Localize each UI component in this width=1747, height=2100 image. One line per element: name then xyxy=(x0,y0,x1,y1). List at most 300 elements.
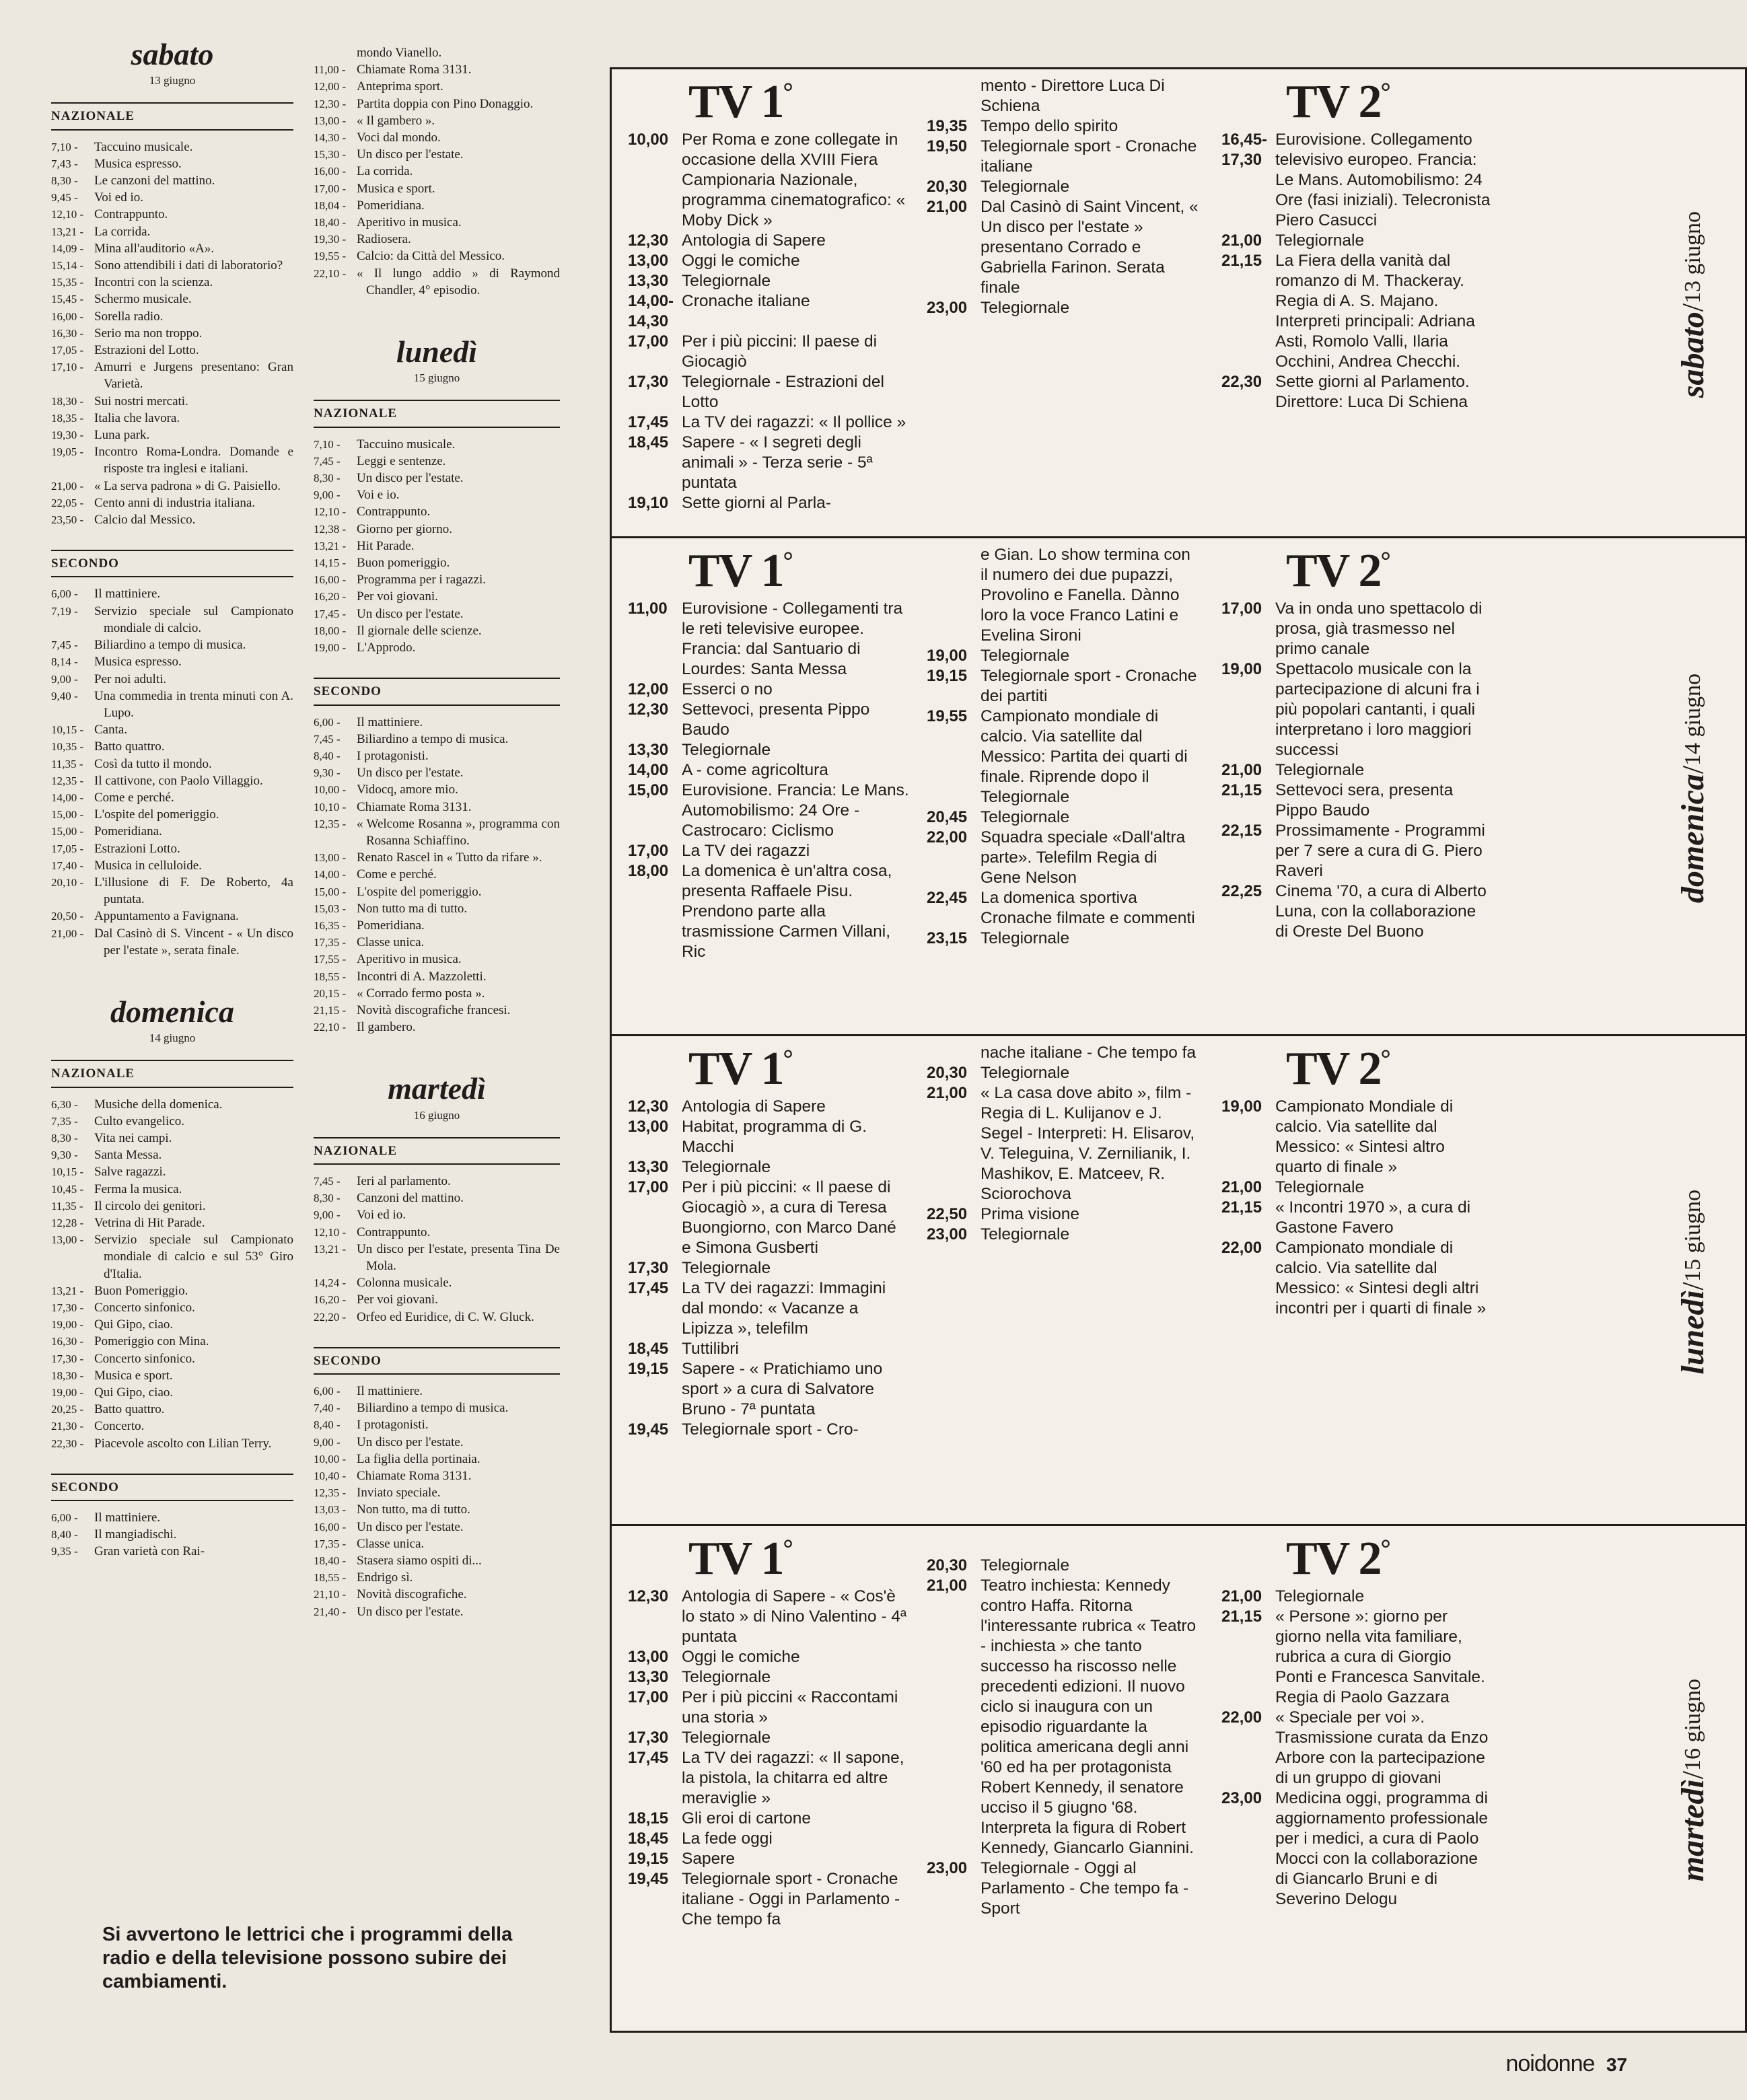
tv-program-row xyxy=(628,841,909,861)
program-time: 16,00 - xyxy=(314,573,347,587)
program-desc: Sui nostri mercati. xyxy=(94,394,188,408)
program-desc: « Welcome Rosanna », programma con Rosanna Schiaffino. xyxy=(357,816,560,848)
program-desc: Hit Parade. xyxy=(357,538,415,553)
program-desc: Un disco per l'estate. xyxy=(357,606,464,621)
vertical-day-label xyxy=(1652,1056,1733,1508)
program-time: 12,35 - xyxy=(314,1486,347,1500)
program-desc: Anteprima sport. xyxy=(357,79,443,94)
tv1-column xyxy=(628,545,909,962)
tv-program-time: 13,00 xyxy=(628,1118,669,1136)
tv-program-time: 17,45 xyxy=(628,413,669,431)
tv-program-time xyxy=(927,1043,981,1063)
tv-program-desc: « Persone »: giorno per giorno nella vita familiare, rubrica a cura di Giorgio Ponti e Francesca Sanvitale. Regia di Paolo Gazzara xyxy=(1275,1607,1485,1706)
tv-program-time: 13,30 xyxy=(628,1158,669,1176)
program-time: 14,30 - xyxy=(314,131,347,145)
program-desc: Partita doppia con Pino Donaggio. xyxy=(357,96,534,111)
program-time: 17,45 - xyxy=(314,607,347,620)
program-time: 9,45 - xyxy=(51,191,78,205)
tv-program-time: 21,00 xyxy=(927,1084,968,1102)
tv-program-row xyxy=(927,707,1201,807)
magazine-name: noidonne xyxy=(1505,2051,1595,2076)
section-title: NAZIONALE xyxy=(314,406,398,421)
tv-program-row xyxy=(927,807,1201,828)
tv-program-time: 21,15 xyxy=(1221,1607,1262,1626)
program-row xyxy=(314,883,560,900)
tv-program-time: 22,50 xyxy=(927,1205,968,1223)
tv-program-row xyxy=(927,828,1201,888)
program-row xyxy=(314,968,560,985)
tv-program-desc: Per Roma e zone collegate in occasione della XVIII Fiera Campionaria Nazionale, programma cinematografico: « Moby Dick » xyxy=(682,131,906,229)
tv-program-time: 12,30 xyxy=(628,231,669,250)
program-desc: Classe unica. xyxy=(357,935,425,950)
program-desc: Il mattiniere. xyxy=(94,1511,161,1525)
program-desc: Il cattivone, con Paolo Villaggio. xyxy=(94,773,263,788)
tv1-column xyxy=(628,1043,909,1440)
tv-program-time: 15,00 xyxy=(628,781,669,799)
program-desc: Buon Pomeriggio. xyxy=(94,1283,188,1298)
program-row xyxy=(314,1416,560,1433)
tv-program-desc: Sapere - « Pratichiamo uno sport » a cura di Salvatore Bruno - 7ª puntata xyxy=(682,1360,883,1418)
program-desc: Mina all'auditorio «A». xyxy=(94,241,215,256)
program-row xyxy=(314,1241,560,1274)
tv-logo xyxy=(1286,1535,1491,1583)
vertical-slash: / xyxy=(1676,765,1709,774)
tv-program-desc: « La casa dove abito », film - Regia di L. Kulijanov e J. Segel - Interpreti: H. Elisarov, V. Teleguina, V. Zernilianik, I. Mashikov, E. Matceev, R. Sciorochova xyxy=(981,1084,1195,1203)
program-desc: Schermo musicale. xyxy=(94,292,192,307)
day-title: domenica xyxy=(110,994,234,1029)
program-time: 23,50 - xyxy=(51,513,84,527)
tv-program-time: 23,00 xyxy=(1221,1789,1262,1807)
tv-program-time: 16,45-17,30 xyxy=(1221,131,1268,169)
tv-program-row xyxy=(628,1420,909,1440)
program-desc: Cento anni di industria italiana. xyxy=(94,495,256,510)
program-desc: Chiamate Roma 3131. xyxy=(357,63,472,77)
tv-program-desc: Telegiornale xyxy=(1275,1587,1365,1605)
program-row xyxy=(314,606,560,622)
program-desc: Buon pomeriggio. xyxy=(357,556,450,571)
program-row xyxy=(51,172,293,189)
program-desc: Un disco per l'estate. xyxy=(357,1519,464,1534)
program-desc: Biliardino a tempo di musica. xyxy=(357,731,509,746)
tv-program-desc: Oggi le comiche xyxy=(682,1648,800,1666)
program-desc: I protagonisti. xyxy=(357,1418,429,1433)
section-rule xyxy=(51,1474,293,1475)
tv-program-time: 17,45 xyxy=(628,1279,669,1297)
program-time: 12,30 - xyxy=(314,97,347,110)
program-time: 22,10 - xyxy=(314,1021,347,1034)
tv-program-row xyxy=(628,1667,909,1688)
program-row xyxy=(314,96,560,112)
program-row xyxy=(51,721,293,738)
vertical-day-label xyxy=(1652,1546,1733,2015)
program-row xyxy=(51,511,293,528)
program-row xyxy=(314,1190,560,1206)
tv-program-row xyxy=(628,1688,909,1728)
program-row xyxy=(51,823,293,840)
tv-program-time: 11,00 xyxy=(628,600,668,618)
section-title: SECONDO xyxy=(51,556,119,571)
program-row xyxy=(51,1147,293,1163)
tv-program-row xyxy=(628,372,909,412)
tv-program-desc: Per i più piccini: Il paese di Giocagiò xyxy=(682,332,878,371)
tv-program-desc: Oggi le comiche xyxy=(682,252,800,270)
program-row xyxy=(314,453,560,470)
tv-day-box xyxy=(610,67,1747,538)
tv-program-desc: La TV dei ragazzi: « Il pollice » xyxy=(682,413,906,431)
program-desc: Per noi adulti. xyxy=(94,672,167,686)
tv-program-time xyxy=(927,76,981,116)
program-desc: Voi e io. xyxy=(357,488,400,503)
program-row xyxy=(314,781,560,798)
tv-program-row xyxy=(1221,1788,1491,1910)
tv-program-desc: Telegiornale xyxy=(682,741,771,759)
program-time: 13,00 - xyxy=(314,851,347,865)
program-time: 18,55 - xyxy=(314,970,347,983)
tv-program-desc: Prima visione xyxy=(981,1205,1080,1223)
program-row xyxy=(51,223,293,240)
program-row xyxy=(314,1173,560,1190)
program-desc: Contrappunto. xyxy=(357,1225,431,1239)
notice-text: Si avvertono le lettrici che i programmi della radio e della televisione possono subire dei cambiamenti. xyxy=(102,1924,513,1992)
tv-program-desc: Telegiornale xyxy=(981,1556,1070,1574)
tv-program-row xyxy=(927,929,1201,949)
tv-program-time: 22,00 xyxy=(927,828,968,846)
tv-program-time xyxy=(927,545,981,646)
tv-program-time: 19,00 xyxy=(1221,1097,1262,1116)
program-time: 20,15 - xyxy=(314,986,347,1000)
program-desc: Pomeridiana. xyxy=(357,918,425,933)
tv-program-row xyxy=(927,137,1201,177)
program-list xyxy=(51,1509,293,1560)
tv-program-desc: Eurovisione - Collegamenti tra le reti televisive europee. Francia: dal Santuario di Lourdes: Santa Messa xyxy=(682,600,903,678)
program-desc: Giorno per giorno. xyxy=(357,521,452,536)
program-desc: Un disco per l'estate. xyxy=(357,1604,464,1619)
tv-program-time: 22,00 xyxy=(1221,1239,1262,1257)
program-row xyxy=(51,393,293,410)
tv-program-row xyxy=(628,271,909,291)
program-desc: Ieri al parlamento. xyxy=(357,1173,451,1188)
program-time: 12,38 - xyxy=(314,522,347,536)
vertical-text xyxy=(1674,1679,1711,1881)
program-desc: Novità discografiche. xyxy=(357,1587,467,1602)
vertical-text xyxy=(1674,211,1711,398)
program-desc: Appuntamento a Favignana. xyxy=(94,909,239,924)
program-row xyxy=(314,1468,560,1484)
program-row xyxy=(314,1309,560,1326)
tv-program-time: 19,00 xyxy=(927,647,968,665)
tv-program-row xyxy=(1221,599,1491,659)
program-row xyxy=(51,874,293,908)
program-time: 9,35 - xyxy=(51,1545,78,1558)
program-time: 10,00 - xyxy=(314,783,347,797)
program-desc: mondo Vianello. xyxy=(357,46,442,60)
vertical-day-label xyxy=(1652,558,1733,1018)
tv-program-desc: La Fiera della vanità dal romanzo di M. Thackeray. Regia di A. S. Majano. Interpreti principali: Adriana Asti, Romolo Valli, Ilaria Occhini, Andrea Checchi. xyxy=(1275,252,1475,371)
program-desc: Voi ed io. xyxy=(357,1208,406,1223)
program-desc: Endrigo sì. xyxy=(357,1570,413,1585)
program-time: 6,30 - xyxy=(51,1097,78,1111)
day-title: sabato xyxy=(131,37,214,71)
program-time: 12,10 - xyxy=(314,505,347,519)
program-time: 8,30 - xyxy=(51,174,78,188)
program-row xyxy=(51,274,293,291)
tv-logo-text: TV 2 xyxy=(1286,545,1381,597)
program-row xyxy=(51,840,293,857)
program-desc: « Corrado fermo posta ». xyxy=(357,986,485,1001)
tv-program-desc: Campionato Mondiale di calcio. Via satellite dal Messico: « Sintesi altro quarto di finale » xyxy=(1275,1097,1454,1176)
tv-day-box xyxy=(610,536,1747,1036)
program-row xyxy=(51,206,293,223)
tv-program-row xyxy=(628,1359,909,1420)
program-row xyxy=(51,1418,293,1435)
program-desc: « La serva padrona » di G. Paisiello. xyxy=(94,478,281,493)
program-desc: Inviato speciale. xyxy=(357,1486,441,1500)
tv-program-desc: Telegiornale sport - Cronache dei partiti xyxy=(981,667,1197,705)
tv-program-row xyxy=(1221,231,1491,251)
program-row xyxy=(51,325,293,342)
tv-program-row xyxy=(628,1258,909,1278)
tv-logo xyxy=(688,76,909,128)
tv-program-row xyxy=(628,433,909,493)
tv-program-time: 13,00 xyxy=(628,252,669,270)
page-footer xyxy=(1505,2051,1627,2077)
tv-program-desc: Telegiornale xyxy=(981,299,1070,317)
tv-program-row xyxy=(1221,821,1491,881)
tv-program-time: 21,15 xyxy=(1221,781,1262,799)
program-time: 15,00 - xyxy=(51,825,84,838)
section-gap xyxy=(51,959,293,980)
program-desc: La corrida. xyxy=(94,224,151,239)
program-time: 16,30 - xyxy=(51,1335,84,1348)
program-row xyxy=(314,799,560,816)
program-desc: Orfeo ed Euridice, di C. W. Gluck. xyxy=(357,1309,534,1324)
tv-program-time: 19,55 xyxy=(927,707,968,725)
tv-program-desc: Settevoci, presenta Pippo Baudo xyxy=(682,700,870,739)
tv2-column xyxy=(1221,76,1491,412)
program-time: 19,00 - xyxy=(51,1318,84,1332)
tv-program-row xyxy=(628,781,909,841)
tv-program-desc: Va in onda uno spettacolo di prosa, già trasmesso nel primo canale xyxy=(1275,600,1483,658)
program-time: 6,00 - xyxy=(51,587,78,601)
program-row xyxy=(51,653,293,670)
tv-program-desc: Cinema '70, a cura di Alberto Luna, con la collaborazione di Oreste Del Buono xyxy=(1275,882,1487,941)
tv-program-time: 22,15 xyxy=(1221,822,1262,840)
tv-program-time: 19,45 xyxy=(628,1420,669,1439)
program-row xyxy=(314,900,560,917)
vertical-day-label xyxy=(1652,89,1733,520)
program-desc: Incontri di A. Mazzoletti. xyxy=(357,969,487,984)
tv-program-time: 14,00-14,30 xyxy=(628,292,674,330)
tv-program-row xyxy=(628,740,909,760)
program-time: 20,25 - xyxy=(51,1403,84,1416)
program-time: 21,10 - xyxy=(314,1588,347,1601)
tv-program-row xyxy=(1221,130,1491,231)
program-time: 8,40 - xyxy=(314,749,341,762)
program-row xyxy=(51,1350,293,1367)
tv-logo-degree: ° xyxy=(1380,1045,1390,1073)
tv-program-row xyxy=(927,888,1201,929)
program-time: 15,03 - xyxy=(314,902,347,915)
tv-logo-text: TV 2 xyxy=(1286,76,1381,128)
program-time: 15,30 - xyxy=(314,148,347,161)
program-row xyxy=(51,427,293,443)
tv-program-desc: La TV dei ragazzi: « Il sapone, la pistola, la chitarra ed altre meraviglie » xyxy=(682,1749,904,1807)
program-time: 15,35 - xyxy=(51,276,84,289)
tv-logo xyxy=(1286,76,1491,128)
vertical-slash: / xyxy=(1676,303,1709,312)
tv-program-row xyxy=(628,412,909,433)
program-desc: Qui Gipo, ciao. xyxy=(94,1385,174,1400)
program-desc: Renato Rascel in « Tutto da rifare ». xyxy=(357,850,542,865)
program-list xyxy=(314,436,560,657)
vertical-date: 16 giugno xyxy=(1680,1679,1705,1772)
program-time: 12,10 - xyxy=(51,208,84,221)
tv-program-time: 22,30 xyxy=(1221,373,1262,391)
section-rule xyxy=(51,1060,293,1061)
program-desc: Calcio: da Città del Messico. xyxy=(357,249,505,264)
program-row xyxy=(314,1451,560,1468)
program-row xyxy=(51,359,293,392)
program-time: 15,00 - xyxy=(314,885,347,898)
program-time: 9,00 - xyxy=(314,488,341,502)
program-desc: Taccuino musicale. xyxy=(94,139,193,154)
tv-program-desc: Squadra speciale «Dall'altra parte». Telefilm Regia di Gene Nelson xyxy=(981,828,1186,887)
day-date: 15 giugno xyxy=(413,371,460,385)
tv-program-row xyxy=(1221,1708,1491,1788)
program-row xyxy=(314,714,560,731)
program-time: 17,05 - xyxy=(51,344,84,357)
program-row xyxy=(51,342,293,359)
tv-program-time: 14,00 xyxy=(628,761,669,779)
program-time: 15,00 - xyxy=(51,808,84,822)
program-time: 7,35 - xyxy=(51,1114,78,1128)
tv-program-desc: Telegiornale xyxy=(682,1259,771,1277)
tv-program-time: 17,00 xyxy=(1221,600,1262,618)
program-desc: Calcio dal Messico. xyxy=(94,513,196,528)
program-desc: Classe unica. xyxy=(357,1536,425,1551)
tv-program-row xyxy=(628,231,909,251)
tv-program-desc: Telegiornale xyxy=(981,1225,1070,1243)
tv-program-desc: Telegiornale xyxy=(981,929,1070,947)
program-time: 19,55 - xyxy=(314,250,347,263)
program-time: 20,50 - xyxy=(51,910,84,923)
program-time: 10,40 - xyxy=(314,1470,347,1483)
program-desc: Servizio speciale sul Campionato mondiale di calcio e sul 53° Giro d'Italia. xyxy=(94,1233,293,1281)
tv-program-row xyxy=(628,1647,909,1667)
tv-program-row xyxy=(1221,881,1491,942)
program-list xyxy=(314,714,560,1036)
program-desc: Italia che lavora. xyxy=(94,410,180,425)
program-row xyxy=(314,231,560,248)
program-desc: Il circolo dei genitori. xyxy=(94,1198,206,1213)
tv-program-time: 13,30 xyxy=(628,1668,669,1686)
tv-program-time: 13,30 xyxy=(628,272,669,290)
tv-program-row xyxy=(927,1556,1201,1576)
program-desc: Musica in celluloide. xyxy=(94,858,202,873)
program-desc: Non tutto ma di tutto. xyxy=(357,901,468,916)
tv-program-row xyxy=(927,177,1201,197)
tv-program-desc: Telegiornale xyxy=(981,808,1070,826)
tv-program-time: 12,30 xyxy=(628,700,669,719)
tv-program-time: 18,45 xyxy=(628,1340,669,1358)
program-row xyxy=(51,1526,293,1543)
tv-program-time: 21,15 xyxy=(1221,1198,1262,1217)
tv-logo-degree: ° xyxy=(783,78,792,106)
program-time: 14,00 - xyxy=(314,868,347,881)
program-time: 11,00 - xyxy=(314,63,346,77)
tv-logo xyxy=(1286,545,1491,597)
program-desc: Una commedia in trenta minuti con A. Lupo. xyxy=(94,688,293,720)
tv-logo-degree: ° xyxy=(783,1535,792,1563)
day-title: martedì xyxy=(388,1071,486,1106)
program-row xyxy=(314,129,560,146)
program-time: 18,40 - xyxy=(314,1554,347,1568)
program-desc: Un disco per l'estate. xyxy=(357,147,464,162)
program-time: 7,19 - xyxy=(51,604,78,618)
program-row xyxy=(314,764,560,781)
tv-logo xyxy=(688,1535,909,1583)
section-rule xyxy=(51,129,293,131)
tv-program-desc: Telegiornale xyxy=(682,1158,771,1176)
program-row xyxy=(51,1333,293,1350)
program-time: 13,21 - xyxy=(51,1284,84,1297)
section-rule xyxy=(51,1500,293,1501)
program-time: 9,00 - xyxy=(314,1208,341,1222)
tv-program-time: 17,30 xyxy=(628,1259,669,1277)
tv-logo xyxy=(688,1043,909,1095)
tv-day-box xyxy=(610,1524,1747,2033)
tv-program-time: 17,00 xyxy=(628,332,669,351)
program-row xyxy=(314,78,560,95)
tv-logo-text: TV 1 xyxy=(688,1533,783,1585)
program-time: 17,00 - xyxy=(314,182,347,195)
program-time: 13,21 - xyxy=(314,539,347,552)
tv-program-desc: Telegiornale xyxy=(1275,761,1365,779)
program-row xyxy=(51,155,293,172)
program-row xyxy=(314,1603,560,1620)
program-row xyxy=(51,1543,293,1560)
radio-column-left xyxy=(51,37,293,1582)
section-rule xyxy=(314,678,560,679)
tv-logo-degree: ° xyxy=(783,1045,792,1073)
section-rule xyxy=(51,550,293,551)
tv-program-desc: La domenica sportiva Cronache filmate e commenti xyxy=(981,889,1195,927)
day-title: lunedì xyxy=(396,334,478,369)
program-time: 16,00 - xyxy=(314,1520,347,1533)
program-row xyxy=(51,1401,293,1418)
tv-program-time: 19,00 xyxy=(1221,660,1262,678)
program-time: 22,05 - xyxy=(51,496,84,509)
tv-program-row xyxy=(628,861,909,962)
tv-program-desc: e Gian. Lo show termina con il numero dei due pupazzi, Provolino e Fanella. Dànno loro la voce Franco Latini e Evelina Sironi xyxy=(981,546,1190,645)
tv-program-desc: Eurovisione. Collegamento televisivo europeo. Francia: Le Mans. Automobilismo: 24 Ore (fasi iniziali). Telecronista Piero Casucci xyxy=(1275,131,1491,229)
program-time: 19,05 - xyxy=(51,445,84,459)
tv-program-time: 18,00 xyxy=(628,862,669,880)
tv2-column xyxy=(1221,545,1491,942)
program-row xyxy=(51,789,293,806)
tv1-column-continued xyxy=(927,1556,1201,1919)
tv-logo-text: TV 1 xyxy=(688,545,783,597)
tv-program-row xyxy=(927,1858,1201,1919)
tv-program-time: 17,45 xyxy=(628,1749,669,1767)
program-desc: Salve ragazzi. xyxy=(94,1165,166,1180)
program-desc: Per voi giovani. xyxy=(357,1293,438,1307)
program-row xyxy=(51,1316,293,1333)
tv-logo-text: TV 1 xyxy=(688,76,783,128)
tv-logo xyxy=(688,545,909,597)
tv-program-row xyxy=(1221,659,1491,760)
tv-program-row xyxy=(927,298,1201,318)
